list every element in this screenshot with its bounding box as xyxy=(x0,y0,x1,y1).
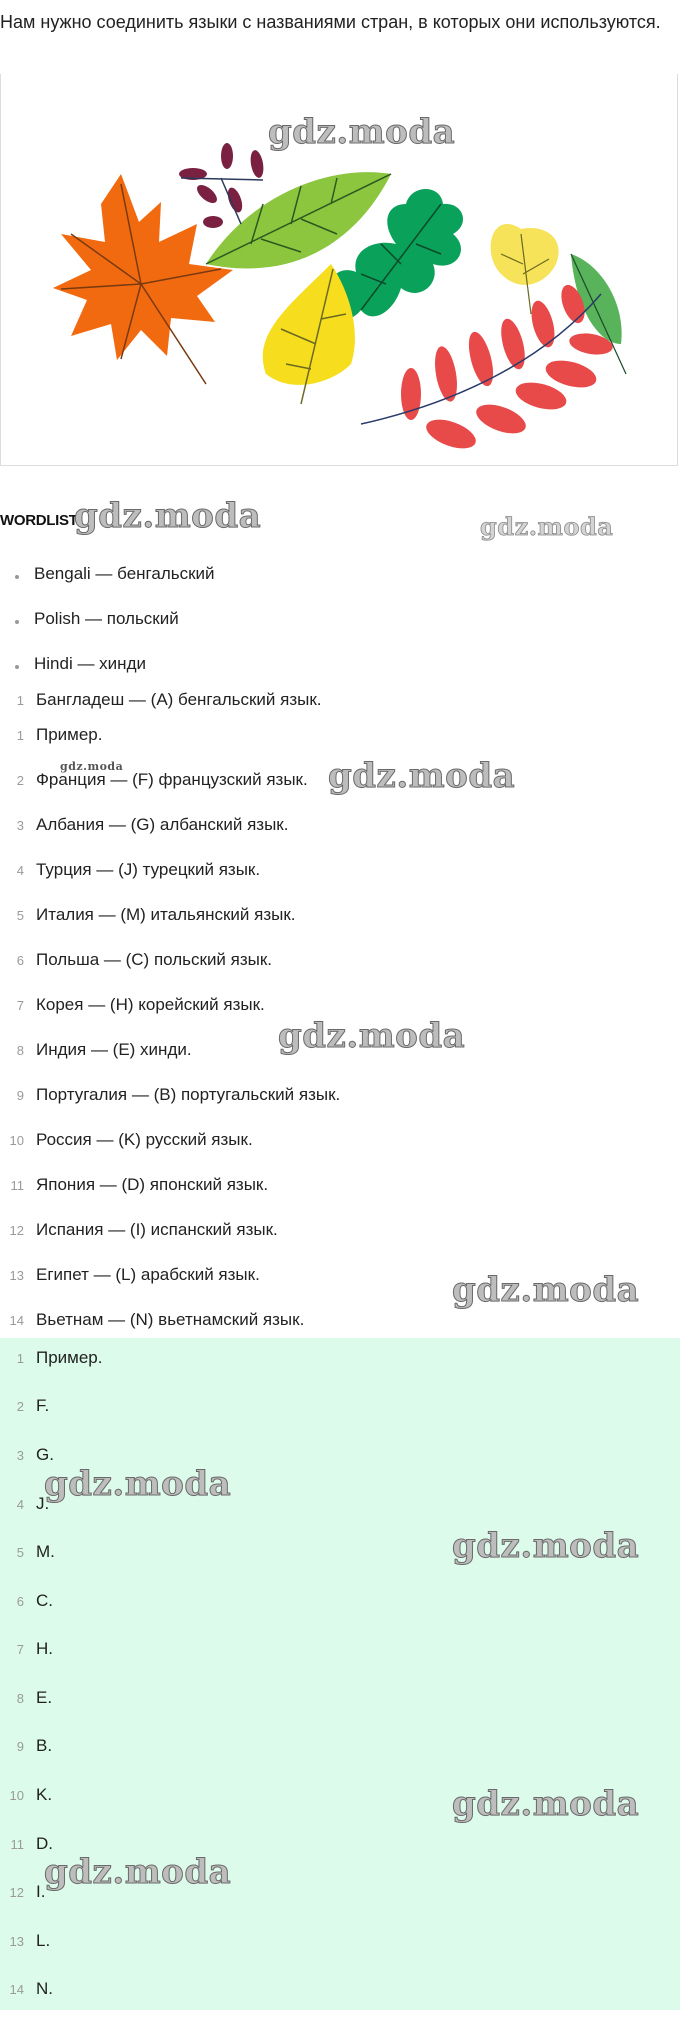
bullet-icon xyxy=(15,620,19,624)
wordlist-title: WORDLIST xyxy=(0,512,78,529)
leaves-image xyxy=(1,74,679,466)
watermark: gdz.moda xyxy=(44,1464,232,1504)
watermark: gdz.moda xyxy=(452,1270,640,1310)
intro-text: Нам нужно соединить языки с названиями стран, в которых они используются. xyxy=(0,12,661,32)
watermark: gdz.moda xyxy=(452,1526,640,1566)
watermark: gdz.moda xyxy=(452,1784,640,1824)
watermark: gdz.moda xyxy=(74,496,262,536)
watermark: gdz.moda xyxy=(328,756,516,796)
bullet-icon xyxy=(15,665,19,669)
yellow-leaf-icon xyxy=(263,264,355,385)
answers-panel: 1 Пример. 2 F. 3 G. 4 J. 5 M. 6 C. 7 H. 8 E. 9 B. 10 K. 11 D. 12 I. 13 L. 14 N. xyxy=(0,1338,680,2010)
red-leaves-icon xyxy=(401,282,614,454)
watermark: gdz.moda xyxy=(268,112,456,152)
watermark: gdz.moda xyxy=(44,1852,232,1892)
watermark: gdz.moda xyxy=(60,760,124,773)
maple-leaf-icon xyxy=(53,174,233,360)
bullet-icon xyxy=(15,575,19,579)
autumn-leaves-illustration xyxy=(0,74,678,466)
watermark: gdz.moda xyxy=(480,512,614,541)
watermark: gdz.moda xyxy=(278,1016,466,1056)
